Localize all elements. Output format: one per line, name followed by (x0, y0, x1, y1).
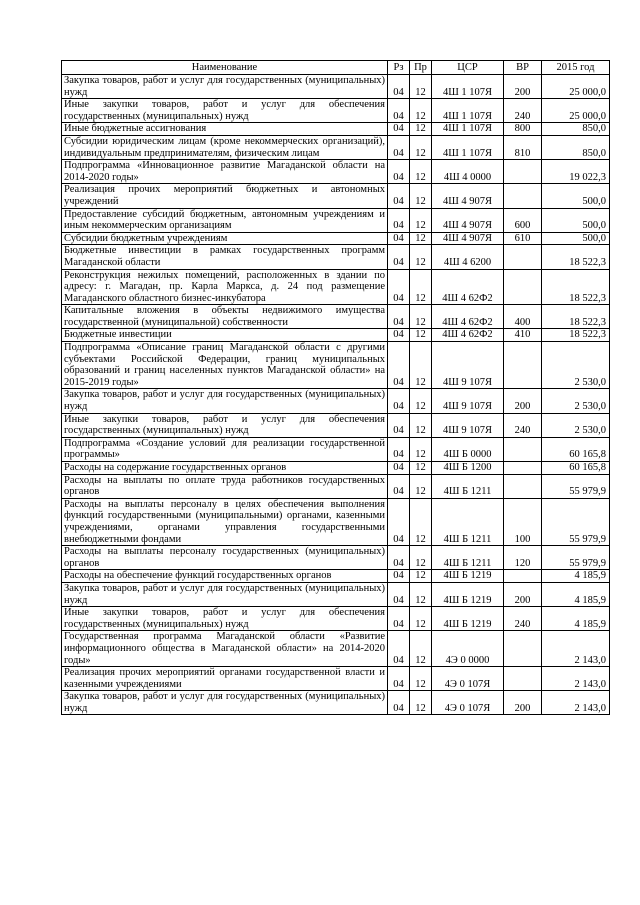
row-vr: 810 (504, 135, 542, 159)
row-rz: 04 (388, 691, 410, 715)
row-name: Закупка товаров, работ и услуг для государственных (муниципальных) нужд (62, 582, 388, 606)
row-name: Иные закупки товаров, работ и услуг для обеспечения государственных (муниципальных) нужд (62, 607, 388, 631)
row-amount: 60 165,8 (542, 462, 610, 475)
table-row (62, 269, 610, 305)
row-vr (504, 437, 542, 461)
table-row (62, 305, 610, 329)
row-vr: 200 (504, 75, 542, 99)
table-row (62, 160, 610, 184)
table-row (62, 208, 610, 232)
row-csr: 4Ш 9 107Я (432, 413, 504, 437)
table-row (62, 582, 610, 606)
row-pr: 12 (410, 245, 432, 269)
row-name: Иные бюджетные ассигнования (62, 123, 388, 136)
row-vr: 240 (504, 607, 542, 631)
row-name: Расходы на выплаты персоналу государственных (муниципальных) органов (62, 546, 388, 570)
row-amount: 850,0 (542, 135, 610, 159)
row-rz: 04 (388, 305, 410, 329)
row-amount: 18 522,3 (542, 305, 610, 329)
row-amount: 60 165,8 (542, 437, 610, 461)
row-vr: 200 (504, 582, 542, 606)
row-amount: 55 979,9 (542, 474, 610, 498)
row-name: Расходы на содержание государственных органов (62, 462, 388, 475)
row-pr: 12 (410, 208, 432, 232)
row-rz: 04 (388, 123, 410, 136)
row-csr: 4Э 0 107Я (432, 691, 504, 715)
row-pr: 12 (410, 607, 432, 631)
table-row (62, 462, 610, 475)
table-row (62, 570, 610, 583)
row-amount: 25 000,0 (542, 99, 610, 123)
row-amount: 500,0 (542, 232, 610, 245)
row-rz: 04 (388, 245, 410, 269)
row-vr (504, 667, 542, 691)
row-rz: 04 (388, 667, 410, 691)
row-rz: 04 (388, 329, 410, 342)
row-vr: 400 (504, 305, 542, 329)
row-pr: 12 (410, 305, 432, 329)
row-csr: 4Ш 4 907Я (432, 184, 504, 208)
row-name: Расходы на выплаты по оплате труда работников государственных органов (62, 474, 388, 498)
row-rz: 04 (388, 160, 410, 184)
row-csr: 4Ш Б 1211 (432, 546, 504, 570)
row-vr: 410 (504, 329, 542, 342)
row-name: Бюджетные инвестиции (62, 329, 388, 342)
row-csr: 4Ш 1 107Я (432, 99, 504, 123)
table-row (62, 232, 610, 245)
row-csr: 4Ш 4 907Я (432, 232, 504, 245)
row-name: Подпрограмма «Создание условий для реализации государственной программы» (62, 437, 388, 461)
row-vr: 100 (504, 498, 542, 545)
row-amount: 55 979,9 (542, 498, 610, 545)
table-header-row (62, 61, 610, 75)
row-amount: 4 185,9 (542, 607, 610, 631)
row-amount: 2 143,0 (542, 631, 610, 667)
column-header-name: Наименование (62, 61, 388, 75)
row-vr: 610 (504, 232, 542, 245)
row-csr: 4Ш Б 0000 (432, 437, 504, 461)
row-csr: 4Ш 4 907Я (432, 208, 504, 232)
row-amount: 2 530,0 (542, 413, 610, 437)
row-name: Закупка товаров, работ и услуг для государственных (муниципальных) нужд (62, 75, 388, 99)
row-pr: 12 (410, 667, 432, 691)
row-rz: 04 (388, 631, 410, 667)
row-pr: 12 (410, 184, 432, 208)
row-name: Субсидии юридическим лицам (кроме некоммерческих организаций), индивидуальным предпринимателям, физическим лицам (62, 135, 388, 159)
row-rz: 04 (388, 582, 410, 606)
row-vr: 200 (504, 389, 542, 413)
row-rz: 04 (388, 99, 410, 123)
row-name: Закупка товаров, работ и услуг для государственных (муниципальных) нужд (62, 389, 388, 413)
table-row (62, 245, 610, 269)
row-pr: 12 (410, 342, 432, 389)
row-csr: 4Ш 1 107Я (432, 135, 504, 159)
table-row (62, 413, 610, 437)
row-amount: 500,0 (542, 184, 610, 208)
row-pr: 12 (410, 75, 432, 99)
row-name: Закупка товаров, работ и услуг для государственных (муниципальных) нужд (62, 691, 388, 715)
row-name: Подпрограмма «Инновационное развитие Магаданской области на 2014-2020 годы» (62, 160, 388, 184)
row-amount: 18 522,3 (542, 245, 610, 269)
table-row (62, 342, 610, 389)
row-pr: 12 (410, 160, 432, 184)
column-header-year: 2015 год (542, 61, 610, 75)
row-vr (504, 245, 542, 269)
row-amount: 2 143,0 (542, 691, 610, 715)
row-pr: 12 (410, 631, 432, 667)
table-row (62, 691, 610, 715)
row-pr: 12 (410, 691, 432, 715)
row-vr (504, 184, 542, 208)
table-row (62, 607, 610, 631)
row-csr: 4Ш 9 107Я (432, 342, 504, 389)
row-vr (504, 474, 542, 498)
row-name: Предоставление субсидий бюджетным, автономным учреждениям и иным некоммерческим организациям (62, 208, 388, 232)
row-amount: 4 185,9 (542, 570, 610, 583)
row-csr: 4Ш 4 62Ф2 (432, 329, 504, 342)
row-pr: 12 (410, 329, 432, 342)
row-rz: 04 (388, 269, 410, 305)
row-csr: 4Ш Б 1200 (432, 462, 504, 475)
row-rz: 04 (388, 75, 410, 99)
row-pr: 12 (410, 437, 432, 461)
row-pr: 12 (410, 413, 432, 437)
row-amount: 18 522,3 (542, 329, 610, 342)
budget-table (61, 60, 610, 715)
row-csr: 4Ш 9 107Я (432, 389, 504, 413)
table-row (62, 667, 610, 691)
column-header-pr: Пр (410, 61, 432, 75)
row-name: Иные закупки товаров, работ и услуг для обеспечения государственных (муниципальных) нужд (62, 99, 388, 123)
table-row (62, 546, 610, 570)
row-pr: 12 (410, 99, 432, 123)
row-vr (504, 269, 542, 305)
row-amount: 2 530,0 (542, 389, 610, 413)
table-row (62, 184, 610, 208)
table-row (62, 437, 610, 461)
row-pr: 12 (410, 546, 432, 570)
row-name: Иные закупки товаров, работ и услуг для обеспечения государственных (муниципальных) нужд (62, 413, 388, 437)
row-csr: 4Э 0 0000 (432, 631, 504, 667)
table-row (62, 135, 610, 159)
row-amount: 500,0 (542, 208, 610, 232)
column-header-vr: ВР (504, 61, 542, 75)
row-vr: 240 (504, 413, 542, 437)
row-pr: 12 (410, 135, 432, 159)
table-row (62, 474, 610, 498)
row-vr: 200 (504, 691, 542, 715)
row-rz: 04 (388, 437, 410, 461)
row-csr: 4Ш 4 6200 (432, 245, 504, 269)
row-amount: 2 530,0 (542, 342, 610, 389)
table-row (62, 75, 610, 99)
row-pr: 12 (410, 570, 432, 583)
row-csr: 4Ш Б 1219 (432, 607, 504, 631)
row-vr (504, 570, 542, 583)
row-amount: 55 979,9 (542, 546, 610, 570)
row-rz: 04 (388, 413, 410, 437)
row-csr: 4Ш Б 1211 (432, 498, 504, 545)
table-row (62, 329, 610, 342)
column-header-csr: ЦСР (432, 61, 504, 75)
row-rz: 04 (388, 389, 410, 413)
row-csr: 4Ш 1 107Я (432, 123, 504, 136)
row-name: Расходы на выплаты персоналу в целях обеспечения выполнения функций государственными (муниципальными) органами, казенными учреждениями, органами управления государственными внебюджетными фондами (62, 498, 388, 545)
row-rz: 04 (388, 232, 410, 245)
table-row (62, 631, 610, 667)
row-name: Государственная программа Магаданской области «Развитие информационного общества в Магаданской области» на 2014-2020 годы» (62, 631, 388, 667)
row-pr: 12 (410, 269, 432, 305)
row-amount: 19 022,3 (542, 160, 610, 184)
row-csr: 4Ш Б 1219 (432, 582, 504, 606)
row-csr: 4Ш 4 0000 (432, 160, 504, 184)
row-name: Реализация прочих мероприятий органами государственной власти и казенными учреждениями (62, 667, 388, 691)
row-name: Бюджетные инвестиции в рамках государственных программ Магаданской области (62, 245, 388, 269)
row-name: Реализация прочих мероприятий бюджетных и автономных учреждений (62, 184, 388, 208)
row-rz: 04 (388, 135, 410, 159)
row-pr: 12 (410, 462, 432, 475)
row-rz: 04 (388, 498, 410, 545)
row-amount: 4 185,9 (542, 582, 610, 606)
row-pr: 12 (410, 498, 432, 545)
row-vr: 240 (504, 99, 542, 123)
row-pr: 12 (410, 123, 432, 136)
row-rz: 04 (388, 342, 410, 389)
row-csr: 4Ш 4 62Ф2 (432, 269, 504, 305)
row-pr: 12 (410, 232, 432, 245)
budget-document (61, 60, 610, 715)
row-rz: 04 (388, 462, 410, 475)
row-rz: 04 (388, 570, 410, 583)
row-vr (504, 631, 542, 667)
row-amount: 2 143,0 (542, 667, 610, 691)
row-rz: 04 (388, 607, 410, 631)
row-rz: 04 (388, 208, 410, 232)
row-vr (504, 462, 542, 475)
row-pr: 12 (410, 474, 432, 498)
table-row (62, 123, 610, 136)
row-rz: 04 (388, 474, 410, 498)
row-amount: 25 000,0 (542, 75, 610, 99)
row-pr: 12 (410, 582, 432, 606)
row-name: Капитальные вложения в объекты недвижимого имущества государственной (муниципальной) собственности (62, 305, 388, 329)
row-vr: 120 (504, 546, 542, 570)
table-row (62, 389, 610, 413)
row-pr: 12 (410, 389, 432, 413)
row-csr: 4Ш Б 1211 (432, 474, 504, 498)
row-name: Субсидии бюджетным учреждениям (62, 232, 388, 245)
row-name: Подпрограмма «Описание границ Магаданской области с другими субъектами Российской Федерации, границ муниципальных образований и границ населенных пунктов Магаданской области» на 2015-2019 годы» (62, 342, 388, 389)
row-csr: 4Ш 4 62Ф2 (432, 305, 504, 329)
row-csr: 4Э 0 107Я (432, 667, 504, 691)
row-rz: 04 (388, 546, 410, 570)
budget-table-body (62, 75, 610, 715)
row-rz: 04 (388, 184, 410, 208)
row-vr: 600 (504, 208, 542, 232)
table-row (62, 99, 610, 123)
row-amount: 850,0 (542, 123, 610, 136)
row-csr: 4Ш Б 1219 (432, 570, 504, 583)
row-vr (504, 342, 542, 389)
row-csr: 4Ш 1 107Я (432, 75, 504, 99)
row-vr (504, 160, 542, 184)
column-header-rz: Рз (388, 61, 410, 75)
row-vr: 800 (504, 123, 542, 136)
row-name: Реконструкция нежилых помещений, расположенных в здании по адресу: г. Магадан, пр. Карла Маркса, д. 24 под размещение Магаданского областного бизнес-инкубатора (62, 269, 388, 305)
row-amount: 18 522,3 (542, 269, 610, 305)
row-name: Расходы на обеспечение функций государственных органов (62, 570, 388, 583)
table-row (62, 498, 610, 545)
